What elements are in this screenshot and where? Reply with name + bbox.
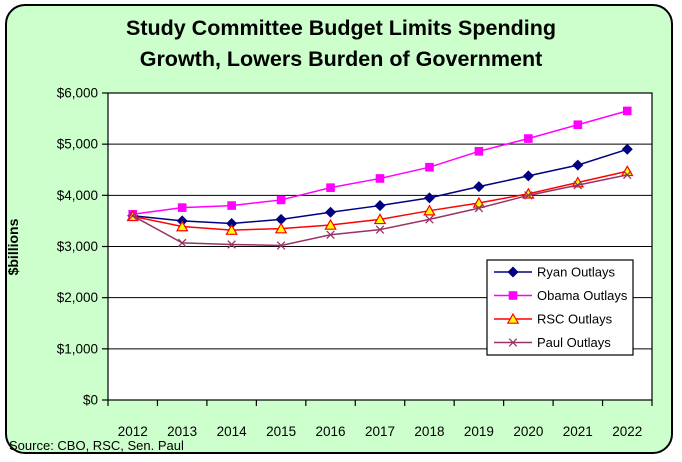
chart-title-line1: Study Committee Budget Limits Spending xyxy=(125,16,556,40)
series-marker-square xyxy=(623,107,631,115)
chart-title-line2: Growth, Lowers Burden of Government xyxy=(139,47,543,71)
y-tick-label: $0 xyxy=(82,392,98,408)
y-tick-label: $6,000 xyxy=(56,85,98,101)
legend xyxy=(487,260,633,355)
x-tick-label: 2017 xyxy=(364,424,396,439)
legend-label: Paul Outlays xyxy=(537,335,611,350)
x-tick-label: 2015 xyxy=(266,424,297,439)
x-tick-label: 2014 xyxy=(216,424,247,439)
y-tick-label: $5,000 xyxy=(56,136,98,152)
legend-label: Obama Outlays xyxy=(537,288,628,303)
series-marker-square xyxy=(178,204,186,212)
series-marker-square xyxy=(376,175,384,183)
y-tick-label: $1,000 xyxy=(56,341,98,357)
x-tick-label: 2016 xyxy=(315,424,346,439)
x-tick-label: 2022 xyxy=(612,424,643,439)
y-axis-title: $billions xyxy=(5,218,21,276)
series-marker-square xyxy=(525,135,533,143)
series-marker-square xyxy=(509,292,517,300)
x-tick-label: 2019 xyxy=(463,424,494,439)
x-tick-label: 2020 xyxy=(513,424,544,439)
y-tick-label: $3,000 xyxy=(56,239,98,254)
series-marker-square xyxy=(574,121,582,129)
series-marker-square xyxy=(228,202,236,210)
x-tick-label: 2021 xyxy=(562,424,593,439)
series-marker-square xyxy=(327,184,335,192)
series-marker-square xyxy=(426,163,434,171)
source-note: Source: CBO, RSC, Sen. Paul xyxy=(9,438,184,453)
series-marker-square xyxy=(277,196,285,204)
x-tick-label: 2018 xyxy=(414,424,445,439)
x-tick-label: 2013 xyxy=(167,424,198,439)
legend-label: RSC Outlays xyxy=(537,311,613,327)
x-tick-label: 2012 xyxy=(117,424,148,439)
y-tick-label: $4,000 xyxy=(56,187,98,203)
legend-label: Ryan Outlays xyxy=(537,264,616,280)
series-marker-square xyxy=(475,148,483,156)
y-tick-label: $2,000 xyxy=(56,290,98,306)
